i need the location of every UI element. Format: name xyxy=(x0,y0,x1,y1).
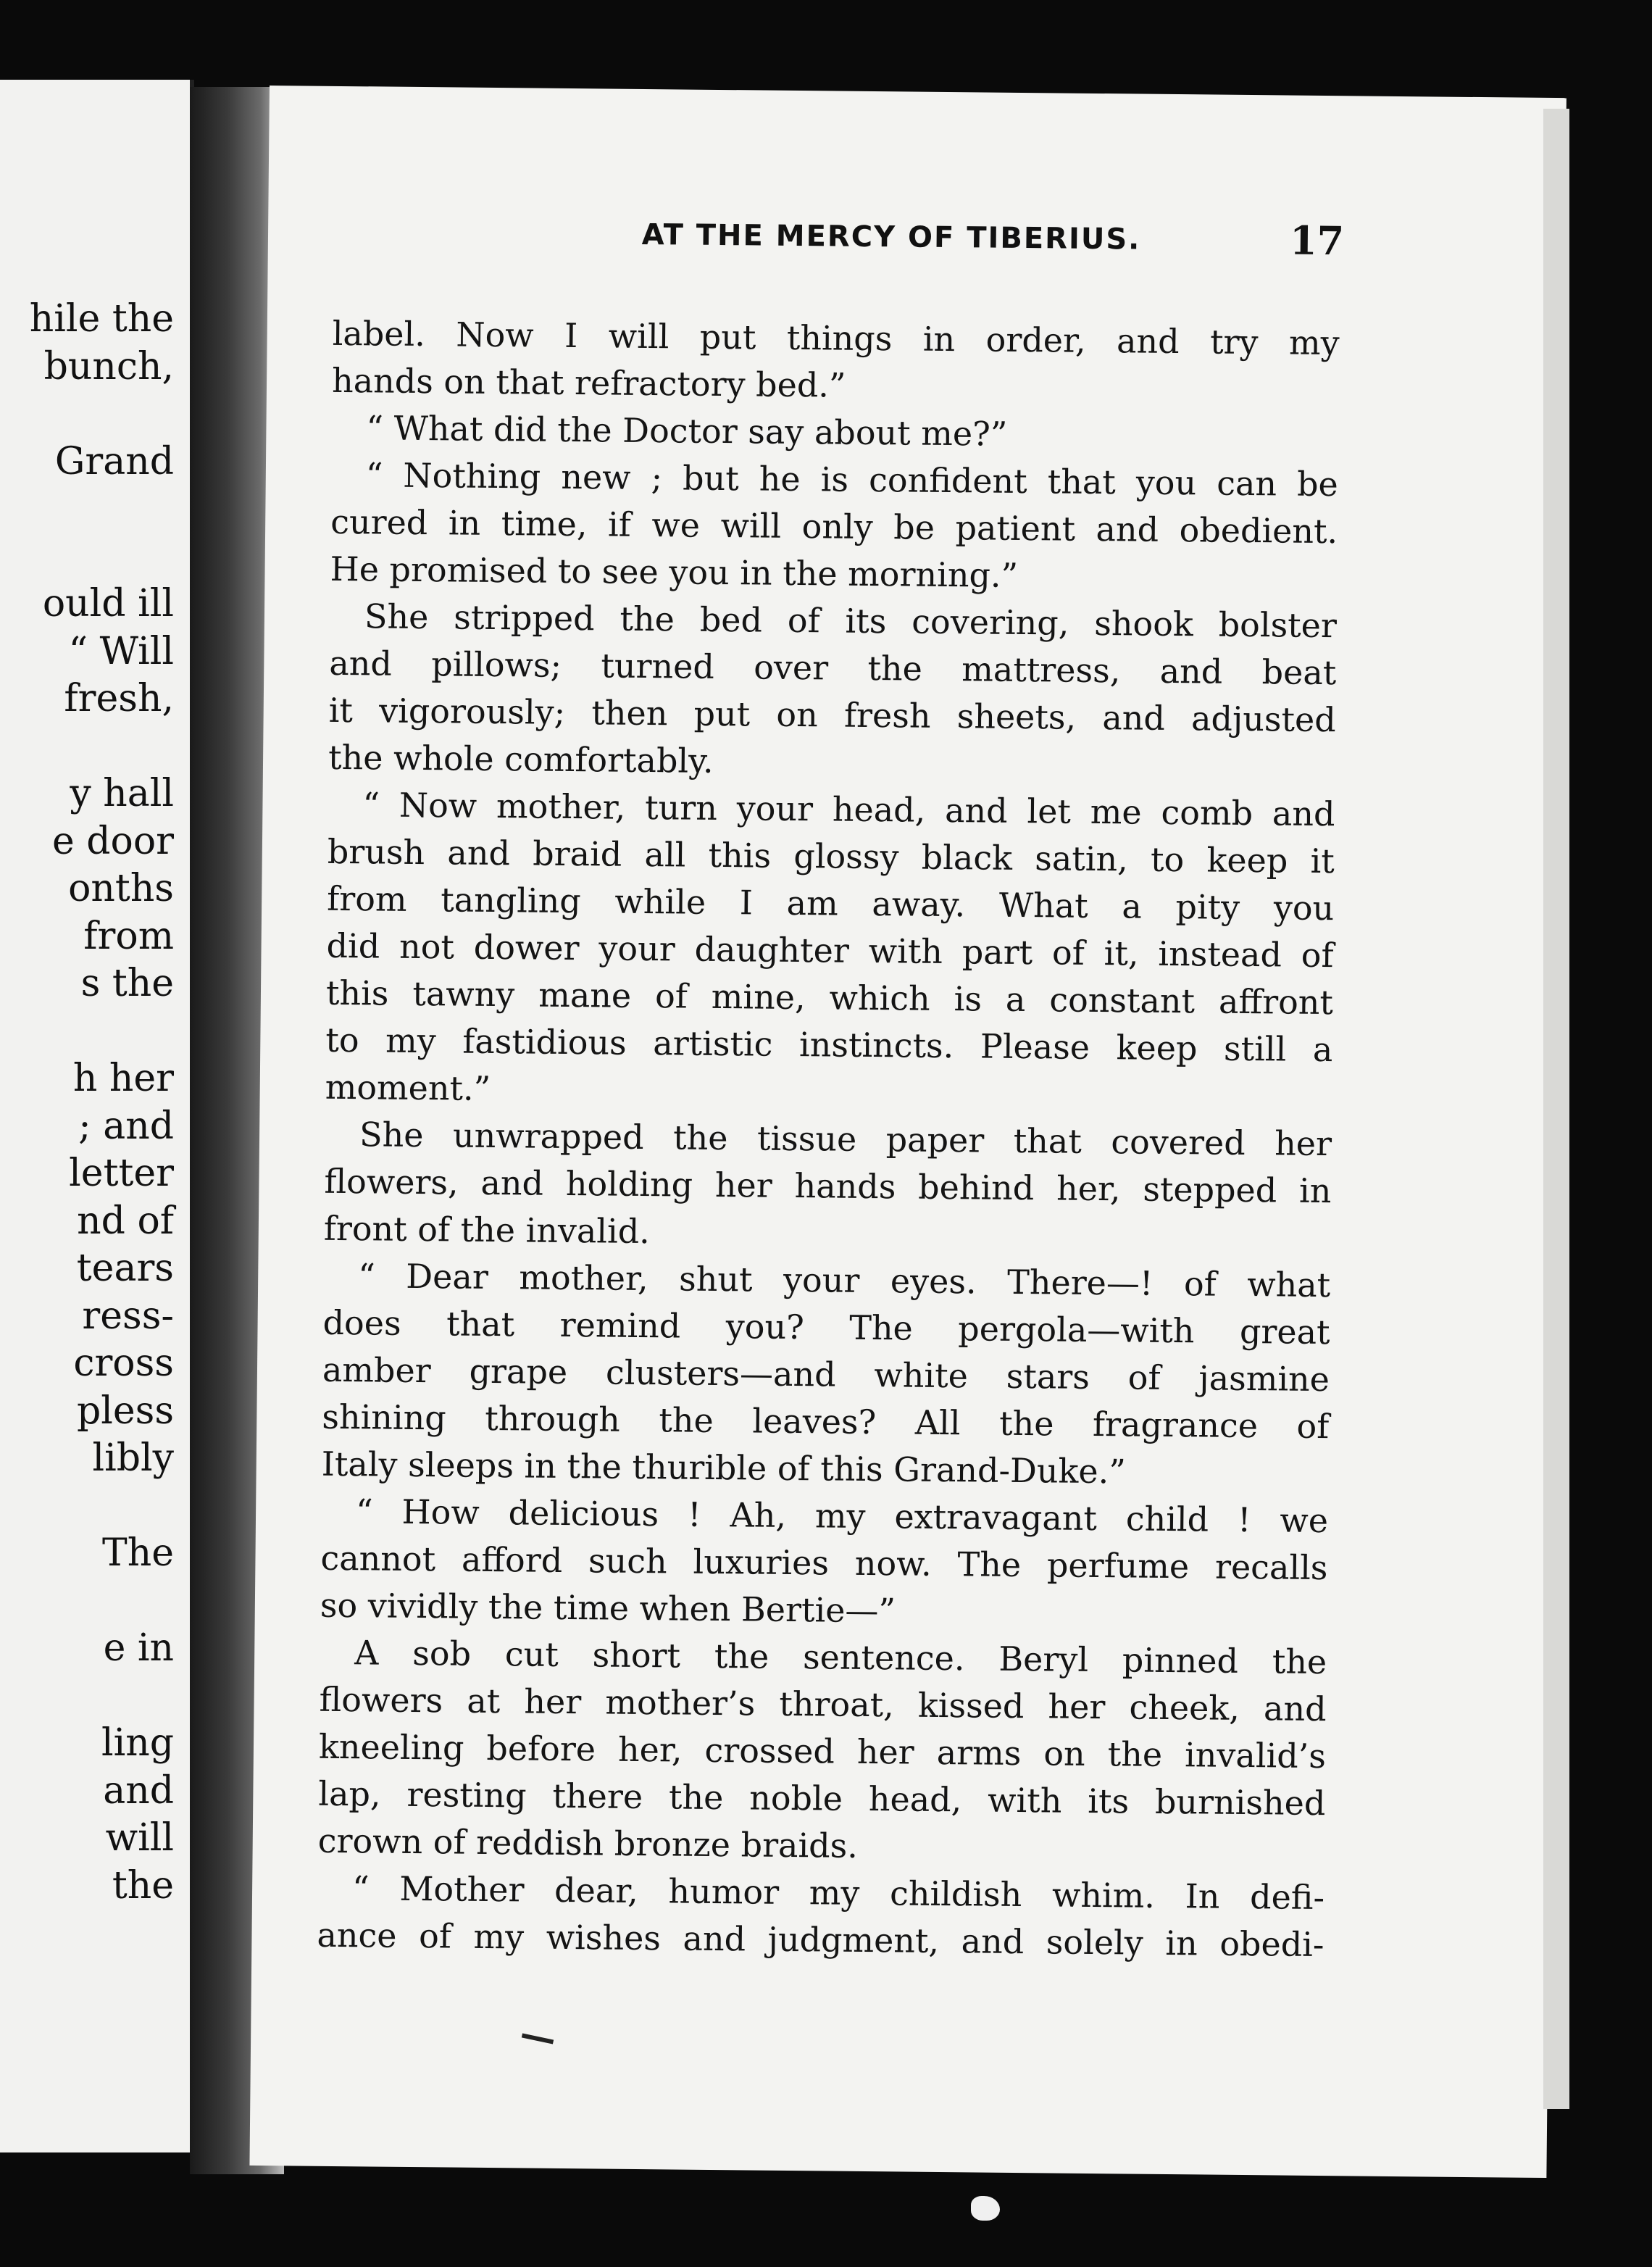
left-page-line: will xyxy=(105,1816,174,1860)
text-line: cured in time, if we will only be patient and obedient. xyxy=(330,502,1338,552)
text-line: “ What did the Doctor say about me?” xyxy=(366,408,1008,454)
text-line: it vigorously; then put on fresh sheets, and adjusted xyxy=(328,690,1336,740)
left-page-line: e door xyxy=(51,819,174,863)
text-line: did not dower your daughter with part of it, instead of xyxy=(326,925,1334,976)
scan-blot xyxy=(971,2196,1000,2221)
text-line: She stripped the bed of its covering, shook bolster xyxy=(364,596,1338,646)
left-page-line: ould ill xyxy=(42,582,174,625)
left-page-line: onths xyxy=(68,867,174,910)
left-page-line: tears xyxy=(76,1247,174,1290)
left-page-line: the xyxy=(112,1863,174,1908)
right-page xyxy=(249,86,1566,2178)
text-line: flowers, and holding her hands behind her, stepped in xyxy=(324,1161,1332,1211)
text-line: brush and braid all this glossy black satin, to keep it xyxy=(327,831,1335,881)
text-line: hands on that refractory bed.” xyxy=(331,360,846,405)
left-page-line: ress- xyxy=(82,1294,174,1338)
text-line: “ Nothing new ; but he is confident that you can be xyxy=(365,455,1339,504)
text-line: does that remind you? The pergola—with great xyxy=(322,1302,1330,1352)
left-page-line: fresh, xyxy=(64,677,174,720)
text-line: “ Dear mother, shut your eyes. There—! of what xyxy=(357,1256,1331,1305)
text-line: ance of my wishes and judgment, and solely in obedi- xyxy=(317,1915,1324,1965)
text-line: “ Mother dear, humor my childish whim. In defi- xyxy=(351,1868,1325,1918)
left-page-line: from xyxy=(83,914,174,958)
text-line: lap, resting there the noble head, with its burnished xyxy=(318,1773,1326,1823)
text-line: shining through the leaves? All the fragrance of xyxy=(322,1397,1330,1447)
text-line: “ Now mother, turn your head, and let me comb and xyxy=(362,785,1335,834)
text-line: flowers at her mother’s throat, kissed her cheek, and xyxy=(319,1679,1327,1729)
text-line: “ How delicious ! Ah, my extravagant child ! we xyxy=(355,1492,1329,1541)
text-line: kneeling before her, crossed her arms on the invalid’s xyxy=(318,1726,1327,1776)
text-line: cannot afford such luxuries now. The perfume recalls xyxy=(320,1538,1328,1588)
text-line: He promised to see you in the morning.” xyxy=(330,549,1019,595)
text-line: this tawny mane of mine, which is a constant affront xyxy=(325,973,1334,1023)
left-page-line: e in xyxy=(103,1626,174,1670)
running-head: AT THE MERCY OF TIBERIUS. xyxy=(641,217,1141,257)
text-line: crown of reddish bronze braids. xyxy=(317,1821,859,1865)
left-facing-page xyxy=(0,80,194,2152)
text-line: She unwrapped the tissue paper that covered her xyxy=(359,1115,1332,1164)
left-page-line: libly xyxy=(92,1436,174,1480)
page-number: 17 xyxy=(1289,217,1345,265)
text-line: amber grape clusters—and white stars of jasmine xyxy=(322,1349,1330,1399)
body-text xyxy=(317,311,1340,1965)
text-line: so vividly the time when Bertie—” xyxy=(320,1585,896,1631)
text-line: from tangling while I am away. What a pity you xyxy=(326,878,1335,928)
left-page-line: and xyxy=(103,1768,174,1813)
left-page-line: ; and xyxy=(78,1104,174,1148)
page-edge xyxy=(1543,109,1569,2109)
text-line: the whole comfortably. xyxy=(328,737,714,781)
left-page-line: cross xyxy=(73,1342,174,1385)
left-page-line: ling xyxy=(101,1721,174,1765)
left-page-line: s the xyxy=(80,962,174,1005)
left-page-line: Grand xyxy=(54,439,174,483)
left-page-line: “ Will xyxy=(68,629,174,673)
text-line: and pillows; turned over the mattress, and beat xyxy=(329,643,1337,693)
left-page-line: pless xyxy=(76,1389,174,1433)
left-page-line: hile the xyxy=(29,297,174,341)
left-page-line: nd of xyxy=(77,1199,174,1243)
left-page-line: The xyxy=(102,1531,174,1575)
left-page-line: h her xyxy=(72,1057,174,1100)
left-page-line: bunch, xyxy=(43,344,174,388)
text-line: label. Now I will put things in order, and try my xyxy=(332,313,1340,363)
left-page-line: letter xyxy=(69,1152,174,1195)
text-line: to my fastidious artistic instincts. Please keep still a xyxy=(325,1020,1333,1070)
text-line: A sob cut short the sentence. Beryl pinned the xyxy=(354,1633,1327,1682)
text-line: Italy sleeps in the thurible of this Grand-Duke.” xyxy=(321,1444,1127,1492)
text-line: moment.” xyxy=(325,1067,491,1108)
left-page-line: y hall xyxy=(70,772,174,815)
text-line: front of the invalid. xyxy=(323,1208,651,1252)
